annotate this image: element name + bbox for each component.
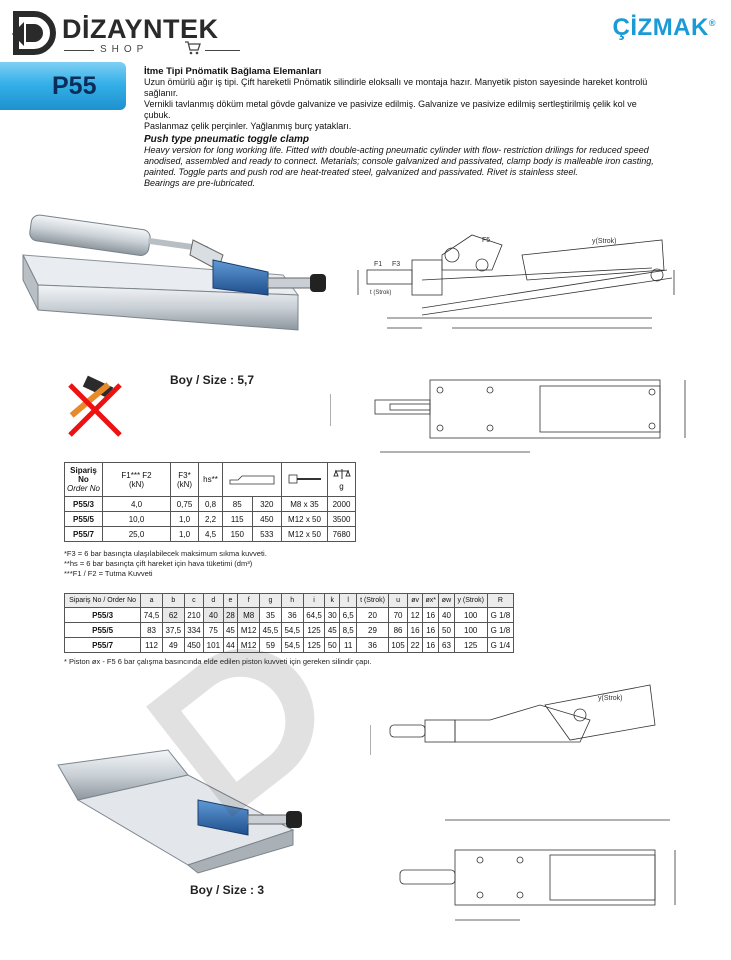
f3-cell: 1,0	[171, 527, 199, 542]
note-line: ***F1 / F2 = Tutma Kuvveti	[64, 569, 153, 578]
product-photo-size-57	[18, 200, 338, 360]
description-en-line: anodised, assembled and ready to connect. Metarials; console galvanized and passivated, clamp body is malleable iron casting,	[144, 156, 654, 166]
dimension-cell: 37,5	[162, 623, 184, 638]
dimension-cell: 54,5	[281, 623, 303, 638]
product-photo-size-3	[48, 745, 328, 875]
hs-cell: 4,5	[199, 527, 223, 542]
side-view-drawing-size-3	[370, 680, 670, 770]
dimension-header: y (Strok)	[454, 594, 487, 608]
dimension-cell: 100	[454, 608, 487, 623]
order-cell: P55/7	[65, 527, 103, 542]
f5-label: F5	[482, 237, 491, 244]
screw-cell: M8 x 35	[282, 497, 328, 512]
table-row	[65, 623, 514, 638]
dimension-cell: 45,5	[260, 623, 282, 638]
stroke-label: y(Strok)	[592, 238, 617, 245]
dimension-cell: 100	[454, 623, 487, 638]
order-no-header	[65, 463, 103, 497]
dimension-cell: 12	[408, 608, 423, 623]
dimension-cell: 75	[204, 623, 223, 638]
weight-cell: 3500	[328, 512, 356, 527]
dizayntek-logo[interactable]	[10, 10, 250, 56]
weight-cell: 7680	[328, 527, 356, 542]
f1-cell: 10,0	[103, 512, 171, 527]
weight-unit: g	[339, 482, 344, 491]
notes-table1	[64, 549, 267, 579]
table-row	[65, 527, 356, 542]
dimension-cell: 11	[340, 638, 357, 653]
note-line: **hs = 6 bar basınçta çift hareket için hava tüketimi (dm³)	[64, 559, 253, 568]
description	[144, 66, 664, 189]
f1-cell: 25,0	[103, 527, 171, 542]
description-en-line: painted. Toggle parts and push rod are heat-treated steel, galvanized and passivated. Rivet is stainless steel.	[144, 167, 578, 177]
f3-unit: (kN)	[176, 479, 193, 489]
dimension-cell: 35	[260, 608, 282, 623]
shop-line-right	[205, 50, 240, 51]
dimension-cell: 45	[325, 623, 340, 638]
top-view-drawing	[330, 372, 700, 472]
no-hammer-icon	[58, 375, 130, 445]
dimension-header: R	[487, 594, 513, 608]
cart-icon	[185, 41, 201, 55]
dimension-cell: 20	[357, 608, 389, 623]
description-tr-line: Paslanmaz çelik perçinler. Yağlanmış burç yatakları.	[144, 121, 352, 131]
dimension-cell: 59	[260, 638, 282, 653]
dimension-cell: 83	[141, 623, 163, 638]
dimension-cell: 125	[454, 638, 487, 653]
dimension-cell: 70	[388, 608, 407, 623]
weight-header	[328, 463, 356, 497]
f1f2-unit: (kN)	[128, 479, 145, 489]
note-line: * Piston øx - F5 6 bar çalışma basıncında elde edilen piston kuvveti için gereken silindir çapı.	[64, 657, 372, 666]
clamp-profile-header	[223, 463, 282, 497]
dimension-cell: 125	[303, 638, 325, 653]
dimension-header: u	[388, 594, 407, 608]
dimension-cell: 62	[162, 608, 184, 623]
dimension-cell: 54,5	[281, 638, 303, 653]
dimension-cell: 50	[325, 638, 340, 653]
stroke-label-2: y(Strok)	[598, 695, 623, 702]
description-title-en: Push type pneumatic toggle clamp	[144, 134, 310, 145]
screw-cell: M12 x 50	[282, 512, 328, 527]
dimension-cell: G 1/8	[487, 608, 513, 623]
hs-header: hs**	[199, 463, 223, 497]
f3-header-text: F3*	[178, 470, 191, 480]
description-tr-line: Uzun ömürlü ağır iş tipi. Çift hareketli Pnömatik silindirle eloksallı ve montaja hazır. Manyetik piston sayesinde hareket kontrolü sağlanır.	[144, 77, 648, 98]
f1f2-header	[103, 463, 171, 497]
description-en-line: Heavy version for long working life. Fitted with double-acting pneumatic cylinder with flow- restriction drilings for reduced speed	[144, 145, 649, 155]
dimension-cell: 8,5	[340, 623, 357, 638]
brand-sub: SHOP	[100, 44, 149, 55]
weight-cell: 2000	[328, 497, 356, 512]
dimension-header: t (Strok)	[357, 594, 389, 608]
size-caption-3: Boy / Size : 3	[190, 883, 265, 897]
dimension-cell: 50	[439, 623, 454, 638]
dimension-cell: 86	[388, 623, 407, 638]
order-cell: P55/5	[65, 512, 103, 527]
size-caption-57: Boy / Size : 5,7	[170, 373, 255, 387]
dimension-cell: 210	[184, 608, 203, 623]
order-cell: P55/3	[65, 497, 103, 512]
order-cell: P55/7	[65, 638, 141, 653]
dimension-header: d	[204, 594, 223, 608]
dimension-header: i	[303, 594, 325, 608]
dimension-cell: 450	[184, 638, 203, 653]
dizayntek-logo-mark	[10, 10, 56, 56]
dimension-cell: 16	[422, 638, 438, 653]
dim-b-cell: 450	[252, 512, 282, 527]
dimension-header: b	[162, 594, 184, 608]
dimension-header: c	[184, 594, 203, 608]
dim-a-cell: 150	[223, 527, 253, 542]
order-no-header: Sipariş No / Order No	[65, 594, 141, 608]
dimension-table	[64, 593, 514, 653]
dimension-header: h	[281, 594, 303, 608]
f3-cell: 1,0	[171, 512, 199, 527]
screw-icon	[287, 472, 323, 486]
f3-label: F3	[392, 261, 401, 268]
note-line: *F3 = 6 bar basınçta ulaşılabilecek maksimum sıkma kuvveti.	[64, 549, 267, 558]
dimension-cell: M12	[238, 638, 260, 653]
dimension-header: øw	[439, 594, 454, 608]
order-no-header-en: Order No	[67, 484, 100, 493]
table-row	[65, 512, 356, 527]
tstroke-label: t (Strok)	[370, 290, 392, 296]
notes-table2	[64, 657, 372, 667]
dimension-cell: G 1/8	[487, 623, 513, 638]
dimension-cell: 63	[439, 638, 454, 653]
dimension-cell: 16	[422, 623, 438, 638]
dimension-cell: 36	[357, 638, 389, 653]
dim-a-cell: 85	[223, 497, 253, 512]
hs-cell: 2,2	[199, 512, 223, 527]
model-tab	[0, 62, 126, 110]
dimension-table-header	[65, 594, 514, 608]
dimension-cell: 74,5	[141, 608, 163, 623]
description-title-tr: İtme Tipi Pnömatik Bağlama Elemanları	[144, 66, 322, 77]
dimension-cell: 44	[223, 638, 238, 653]
f1f2-header-text: F1*** F2	[121, 470, 152, 480]
dimension-cell: 6,5	[340, 608, 357, 623]
dimension-cell: 49	[162, 638, 184, 653]
dimension-cell: 45	[223, 623, 238, 638]
cizmak-logo[interactable]: ÇİZMAK®	[612, 14, 716, 41]
description-tr-line: Vernikli tavlanmış döküm metal gövde galvanize ve pasivize edilmiş. Galvanize ve pasivize edilmiş sertleştirilmiş çelik kol ve çubuk.	[144, 99, 637, 120]
dimension-header: l	[340, 594, 357, 608]
f1-label: F1	[374, 261, 383, 268]
model-code: P55	[52, 72, 97, 100]
description-en-line: Bearings are pre-lubricated.	[144, 178, 256, 188]
dimension-header: øx*	[422, 594, 438, 608]
dim-a-cell: 115	[223, 512, 253, 527]
dimension-header: a	[141, 594, 163, 608]
dimension-cell: 29	[357, 623, 389, 638]
dimension-cell: 112	[141, 638, 163, 653]
dimension-cell: M8	[238, 608, 260, 623]
dimension-cell: 105	[388, 638, 407, 653]
dimension-cell: 64,5	[303, 608, 325, 623]
force-table-header	[65, 463, 356, 497]
hs-cell: 0,8	[199, 497, 223, 512]
f3-header	[171, 463, 199, 497]
dimension-cell: 28	[223, 608, 238, 623]
dimension-header: f	[238, 594, 260, 608]
dim-b-cell: 320	[252, 497, 282, 512]
clamp-profile-icon	[228, 472, 276, 486]
dim-b-cell: 533	[252, 527, 282, 542]
partner-brand: ÇİZMAK	[612, 14, 709, 41]
dimension-cell: 22	[408, 638, 423, 653]
order-no-header-tr: Sipariş No	[70, 466, 97, 484]
screw-header	[282, 463, 328, 497]
dimension-cell: 16	[408, 623, 423, 638]
brand-name: DİZAYNTEK	[62, 14, 219, 44]
shop-line-left	[64, 50, 94, 51]
screw-cell: M12 x 50	[282, 527, 328, 542]
f1-cell: 4,0	[103, 497, 171, 512]
table-row	[65, 608, 514, 623]
dimension-cell: M12	[238, 623, 260, 638]
top-view-drawing-size-3	[370, 810, 680, 930]
dimension-cell: 40	[204, 608, 223, 623]
table-row	[65, 638, 514, 653]
force-table	[64, 462, 356, 542]
dimension-cell: 36	[281, 608, 303, 623]
dimension-cell: 40	[439, 608, 454, 623]
table-row	[65, 497, 356, 512]
dimension-cell: G 1/4	[487, 638, 513, 653]
dimension-cell: 125	[303, 623, 325, 638]
dimension-cell: 101	[204, 638, 223, 653]
dimension-header: g	[260, 594, 282, 608]
dimension-header: k	[325, 594, 340, 608]
dimension-header: e	[223, 594, 238, 608]
dimension-cell: 30	[325, 608, 340, 623]
dimension-header: øv	[408, 594, 423, 608]
f3-cell: 0,75	[171, 497, 199, 512]
dimension-cell: 334	[184, 623, 203, 638]
side-view-drawing	[352, 210, 682, 330]
dimension-cell: 16	[422, 608, 438, 623]
scale-icon	[333, 468, 351, 480]
order-cell: P55/3	[65, 608, 141, 623]
order-cell: P55/5	[65, 623, 141, 638]
